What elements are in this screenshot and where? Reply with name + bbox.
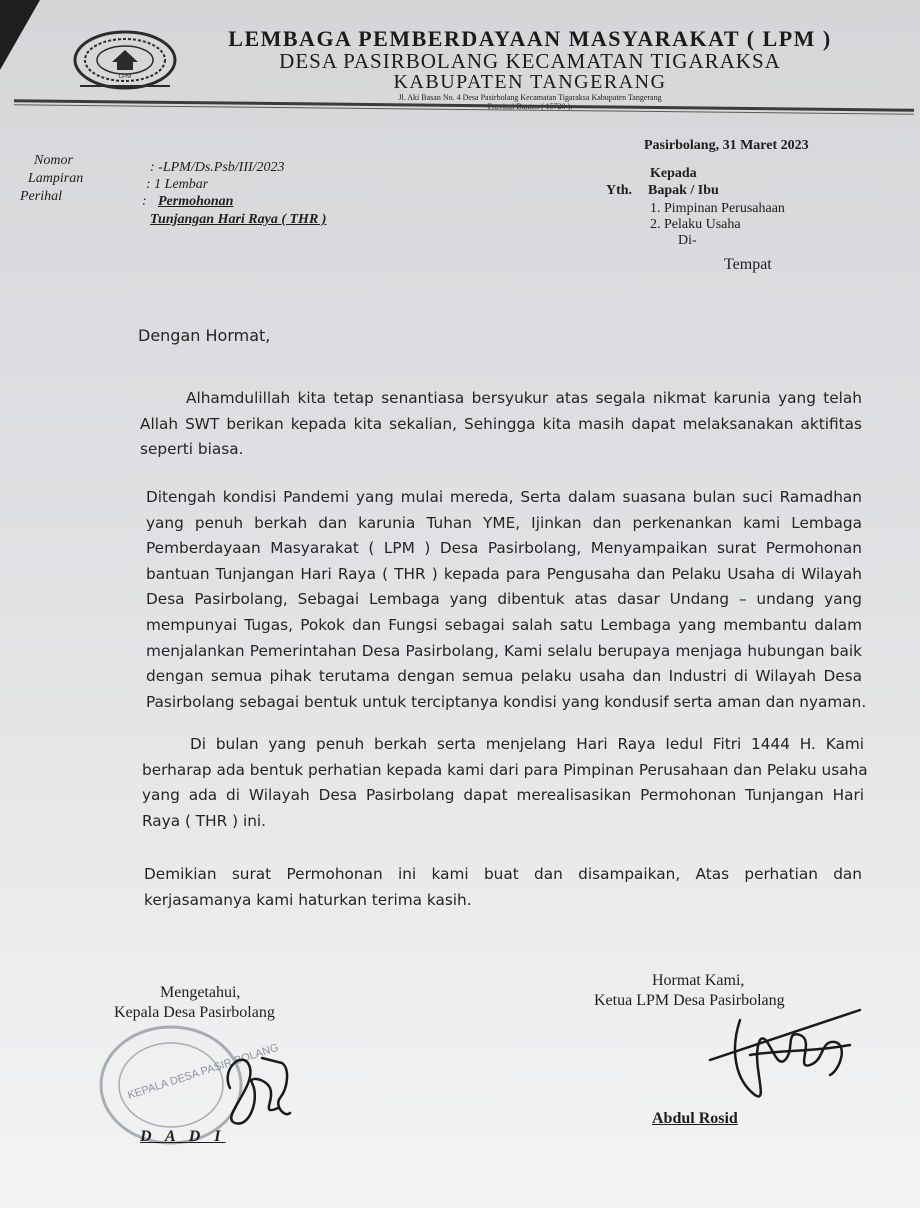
paragraph-4 (144, 862, 862, 913)
p2-line: mempunyai Tugas, Pokok dan Fungsi sebagai salah satu Lembaga yang membantu dalam (146, 615, 862, 634)
p2-line: bantuan Tunjangan Hari Raya ( THR ) kepada para Pengusaha dan Pelaku Usaha di Wilayah (146, 564, 862, 583)
org-name: LEMBAGA PEMBERDAYAAN MASYARAKAT ( LPM ) (228, 26, 832, 51)
ketua-lpm-name: Abdul Rosid (652, 1110, 738, 1127)
paragraph-2 (146, 485, 867, 715)
greeting: Dengan Hormat, (138, 326, 271, 345)
kepala-desa-title: Kepala Desa Pasirbolang (114, 1004, 275, 1021)
p4-line: Demikian surat Permohonan ini kami buat dan disampaikan, Atas perhatian dan (144, 865, 862, 883)
paragraph-1 (140, 386, 862, 463)
recipient-item-2: 2. Pelaku Usaha (650, 217, 741, 232)
p2-line: Pemberdayaan Masyarakat ( LPM ) Desa Pasirbolang, Menyampaikan surat Permohonan (146, 539, 862, 558)
logo-text: LPM (118, 74, 132, 80)
signature-right-icon (690, 1000, 870, 1120)
stamp-text: KEPALA DESA PASIR BOLANG (126, 1041, 281, 1102)
p2-line: dengan semua pihak terutama dengan semua pelaku usaha dan Industri di Wilayah Desa (146, 667, 862, 686)
p1-line: Allah SWT berikan kepada kita sekalian, Sehingga kita masih dapat melaksanakan aktifitas (140, 414, 862, 433)
lampiran-label: Lampiran (28, 171, 84, 186)
lampiran-value: : 1 Lembar (146, 177, 209, 192)
yth-label: Yth. (606, 183, 633, 198)
p3-line: berharap ada bentuk perhatian kepada kami dari para Pimpinan Perusahaan dan Pelaku usaha (142, 760, 868, 779)
p4-line: kerjasamanya kami haturkan terima kasih. (144, 890, 472, 909)
p3-line: Di bulan yang penuh berkah serta menjelang Hari Raya Iedul Fitri 1444 H. Kami (190, 735, 864, 753)
paragraph-3 (142, 732, 868, 834)
p2-line: yang penuh berkah dan karunia Tuhan YME, Ijinkan dan perkenankan kami Lembaga (146, 513, 862, 532)
perihal-colon: : (142, 194, 147, 209)
p2-line: Desa Pasirbolang, Sebagai Lembaga yang dibentuk atas dasar Undang – undang yang (146, 590, 862, 609)
letterhead (200, 28, 860, 111)
signature-left-icon (190, 1028, 300, 1138)
recipient-item-1: 1. Pimpinan Perusahaan (650, 201, 785, 216)
p3-line: Raya ( THR ) ini. (142, 811, 267, 830)
ketua-lpm-title: Ketua LPM Desa Pasirbolang (594, 992, 785, 1009)
p1-line: seperti biasa. (140, 440, 244, 459)
kepada-label: Kepada (650, 166, 697, 181)
nomor-value: : -LPM/Ds.Psb/III/2023 (150, 160, 285, 175)
regency-line: KABUPATEN TANGERANG (393, 71, 667, 93)
di-label: Di- (678, 233, 697, 248)
nomor-label: Nomor (34, 153, 73, 168)
p2-line: Pasirbolang sebagai bentuk untuk terciptanya kondisi yang kondusif serta aman dan nyaman. (146, 692, 867, 711)
tempat-label: Tempat (724, 256, 772, 273)
letter-date: Pasirbolang, 31 Maret 2023 (644, 138, 809, 153)
bapak-ibu: Bapak / Ibu (648, 183, 719, 198)
photo-dark-corner (0, 0, 40, 70)
lpm-logo-icon (70, 28, 180, 92)
village-line: DESA PASIRBOLANG KECAMATAN TIGARAKSA (279, 49, 781, 73)
perihal-value-2: Tunjangan Hari Raya ( THR ) (150, 212, 327, 227)
kepala-desa-name: D A D I (140, 1128, 226, 1145)
p1-line: Alhamdulillah kita tetap senantiasa bersyukur atas segala nikmat karunia yang telah (186, 389, 862, 407)
perihal-label: Perihal (20, 189, 62, 204)
mengetahui-label: Mengetahui, (160, 984, 241, 1001)
p3-line: yang ada di Wilayah Desa Pasirbolang dapat merealisasikan Permohonan Tunjangan Hari (142, 786, 864, 805)
perihal-value-1: Permohonan (158, 194, 234, 209)
p2-line: menjalankan Pemerintahan Desa Pasirbolang, Kami selalu berupaya menjaga hubungan baik (146, 641, 862, 660)
p2-line: Ditengah kondisi Pandemi yang mulai mereda, Serta dalam suasana bulan suci Ramadhan (146, 488, 862, 506)
address-line-1: Jl. Aki Basan No. 4 Desa Pasirbolang Kecamatan Tigaraksa Kabupaten Tangerang (398, 93, 662, 102)
hormat-kami: Hormat Kami, (652, 972, 745, 989)
